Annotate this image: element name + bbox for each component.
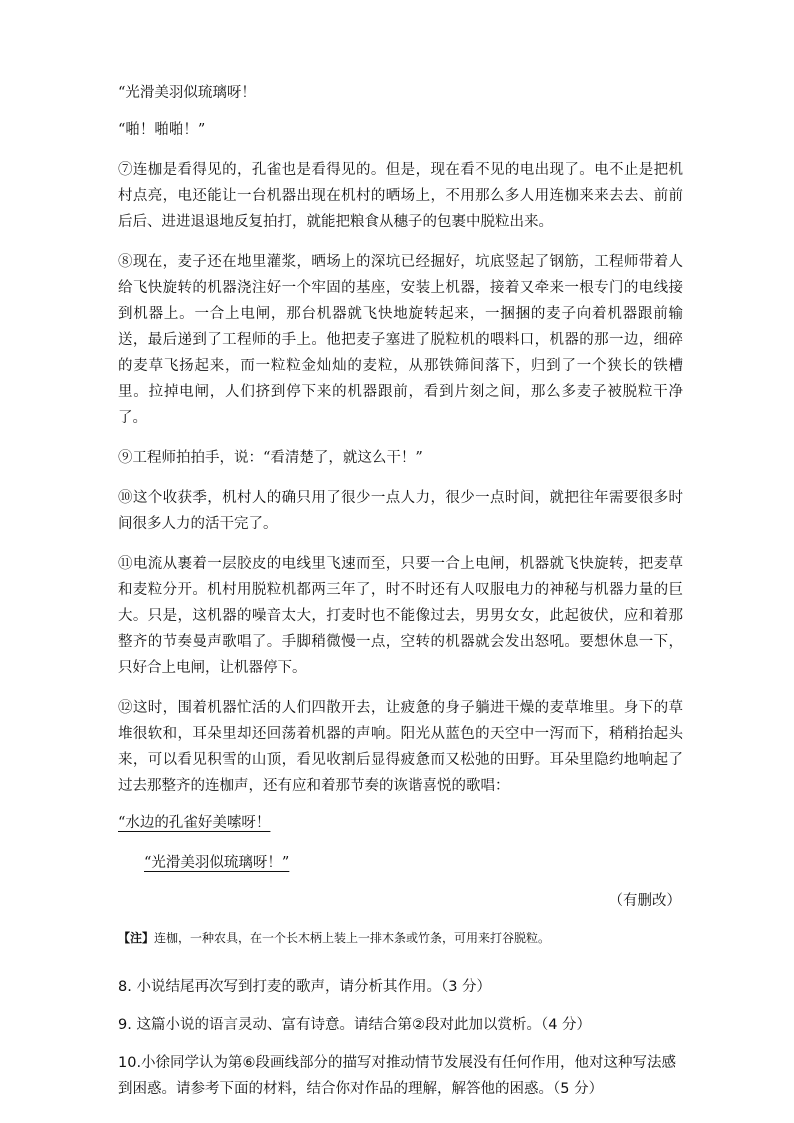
- paragraph-7: ⑦连枷是看得见的，孔雀也是看得见的。但是，现在看不见的电出现了。电不止是把机村点亮，电还能让一台机器出现在机村的晒场上，不用那么多人用连枷来来去去、前前后后、进进退退地反复拍打，就能把粮食从穗子的包裹中脱粒出来。: [118, 162, 683, 230]
- question-8: 8. 小说结尾再次写到打麦的歌声，请分析其作用。（3 分）: [118, 979, 492, 995]
- footnote-text: 连枷，一种农具，在一个长木柄上装上一排木条或竹条，可用来打谷脱粒。: [154, 931, 551, 945]
- source-note: （有删改）: [608, 893, 681, 909]
- paragraph-10: ⑩这个收获季，机村人的确只用了很少一点人力，很少一点时间，就把往年需要很多时间很多人力的活干完了。: [118, 490, 683, 532]
- paragraph-12: ⑫这时，围着机器忙活的人们四散开去，让疲惫的身子躺进干燥的麦草堆里。身下的草堆很软和，耳朵里却还回荡着机器的声响。阳光从蓝色的天空中一泻而下，稍稍抬起头来，可以看见积雪的山顶，看见收割后显得疲惫而又松弛的田野。耳朵里隐约地响起了过去那整齐的连枷声，还有应和着那节奏的诙谐喜悦的歌唱：: [118, 700, 683, 794]
- question-10: 10.小徐同学认为第⑥段画线部分的描写对推动情节发展没有任何作用，他对这种写法感到困惑。请参考下面的材料，结合你对作品的理解，解答他的困惑。（5 分）: [118, 1055, 677, 1097]
- footnote: [118, 928, 683, 948]
- song-line-2: “啪！啪啪！”: [118, 122, 206, 138]
- underlined-text: “光滑美羽似琉璃呀！”: [144, 855, 290, 871]
- question-9: 9. 这篇小说的语言灵动、富有诗意。请结合第②段对此加以赏析。（4 分）: [118, 1017, 592, 1033]
- footnote-tag: 【注】: [118, 931, 155, 945]
- song-line-1: “光滑美羽似琉璃呀！: [118, 85, 256, 101]
- underlined-text: “水边的孔雀好美嗦呀！: [118, 815, 271, 831]
- document-page: [118, 80, 683, 1102]
- paragraph-11: ⑪电流从裹着一层胶皮的电线里飞速而至，只要一合上电闸，机器就飞快旋转，把麦草和麦粒分开。机村用脱粒机都两三年了，时不时还有人叹服电力的神秘与机器力量的巨大。只是，这机器的噪音太大，打麦时也不能像过去，男男女女，此起彼伏，应和着那整齐的节奏曼声歌唱了。手脚稍微慢一点，空转的机器就会发出怒吼。要想休息一下，只好合上电闸，让机器停下。: [118, 556, 683, 676]
- closing-song-line-1: [118, 810, 683, 836]
- paragraph-8: ⑧现在，麦子还在地里灌浆，晒场上的深坑已经掘好，坑底竖起了钢筋，工程师带着人给飞快旋转的机器浇注好一个牢固的基座，安装上机器，接着又牵来一根专门的电线接到机器上。一合上电闸，那台机器就飞快地旋转起来，一捆捆的麦子向着机器跟前输送，最后递到了工程师的手上。他把麦子塞进了脱粒机的喂料口，机器的那一边，细碎的麦草飞扬起来，而一粒粒金灿灿的麦粒，从那铁筛间落下，归到了一个狭长的铁槽里。拉掉电闸，人们挤到停下来的机器跟前，看到片刻之间，那么多麦子被脱粒干净了。: [118, 254, 683, 426]
- closing-song-line-2: [118, 850, 683, 876]
- paragraph-9: ⑨工程师拍拍手，说：“看清楚了，就这么干！”: [118, 450, 423, 466]
